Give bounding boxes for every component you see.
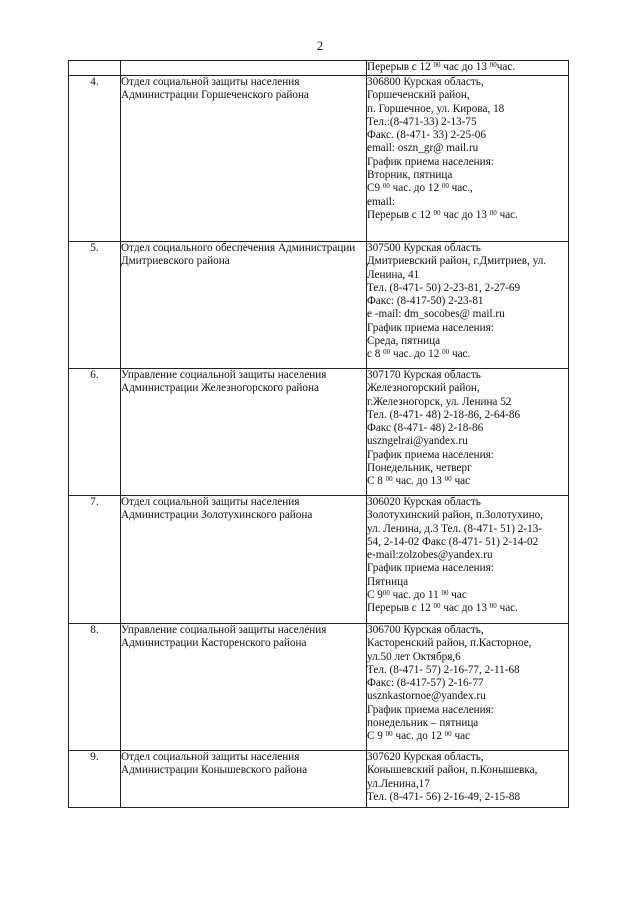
name-cell	[121, 61, 367, 76]
address-line: Вторник, пятница	[367, 169, 453, 182]
address-line: e -mail: dm_socobes@ mail.ru	[367, 308, 505, 321]
number-cell: 7.	[69, 496, 121, 624]
number-cell: 8.	[69, 624, 121, 751]
address-line: Факс. (8-471- 33) 2-25-06	[367, 129, 486, 142]
address-line: п. Горшечное, ул. Кирова, 18	[367, 102, 505, 115]
address-line: С9 $^{00}$ час. до 12 $^{00}$ час.,	[367, 182, 473, 195]
address-line: понедельник – пятница	[367, 717, 479, 730]
name-cell: Управление социальной защиты населения Администрации Железногорского района	[121, 369, 367, 496]
number-cell: 6.	[69, 369, 121, 496]
table-row	[69, 76, 569, 242]
table-row	[69, 624, 569, 751]
address-line: График приема населения:	[367, 155, 494, 168]
address-line: График приема населения:	[367, 562, 494, 575]
table-row-continuation	[69, 61, 569, 76]
table-row	[69, 496, 569, 624]
name-cell: Отдел социальной защиты населения Администрации Горшеченского района	[121, 76, 367, 242]
address-line: Дмитриевский район, г.Дмитриев, ул.	[367, 255, 547, 268]
address-line: Факс: (8-417-50) 2-23-81	[367, 295, 484, 308]
address-cell	[367, 61, 569, 76]
address-line: ул. Ленина, д.3 Тел. (8-471- 51) 2-13-	[367, 522, 542, 535]
address-line: 54, 2-14-02 Факс (8-471- 51) 2-14-02	[367, 535, 539, 548]
address-line: С 8 $^{00}$ час. до 13 $^{00}$ час	[367, 475, 471, 488]
address-line: Ленина, 41	[367, 268, 420, 281]
number-cell: 4.	[69, 76, 121, 242]
address-line: с 8 $^{00}$ час. до 12 $^{00}$ час.	[367, 348, 471, 361]
address-cell	[367, 369, 569, 496]
address-line: Горшеченский район,	[367, 89, 470, 102]
address-line: Тел. (8-471- 56) 2-16-49, 2-15-88	[367, 790, 521, 803]
address-line: С $9^{00}$ час. до 11 $^{00}$ час	[367, 589, 467, 602]
address-line: 306800 Курская область,	[367, 76, 484, 88]
address-line: Тел. (8-471- 48) 2-18-86, 2-64-86	[367, 408, 521, 421]
address-line: Железногорский район,	[367, 382, 480, 395]
address-line: г.Железногорск, ул. Ленина 52	[367, 395, 512, 408]
address-line: ул.Ленина,17	[367, 777, 430, 790]
address-cell	[367, 751, 569, 808]
address-line: Пятница	[367, 575, 409, 588]
address-line: График приема населения:	[367, 321, 494, 334]
address-cell	[367, 624, 569, 751]
address-line: Конышевский район, п.Конышевка,	[367, 764, 538, 777]
address-line: e-mail:zolzobes@yandex.ru	[367, 549, 493, 562]
name-cell: Отдел социальной защиты населения Администрации Конышевского района	[121, 751, 367, 808]
address-line: Среда, пятница	[367, 335, 441, 348]
number-cell: 9.	[69, 751, 121, 808]
address-line: Касторенский район, п.Касторное,	[367, 637, 532, 650]
address-line: Понедельник, четверг	[367, 462, 472, 475]
address-line: График приема населения:	[367, 448, 494, 461]
address-line: Золотухинский район, п.Золотухино,	[367, 509, 544, 522]
address-line: Факс: (8-417-57) 2-16-77	[367, 677, 484, 690]
address-line: Тел.:(8-471-33) 2-13-75	[367, 115, 477, 128]
address-line: 307620 Курская область,	[367, 751, 484, 763]
number-cell: 5.	[69, 242, 121, 369]
name-cell: Отдел социального обеспечения Администрации Дмитриевского района	[121, 242, 367, 369]
address-line: Перерыв с 12 $^{00}$ час до 13 $^{00}$ час.	[367, 208, 518, 221]
address-line: Перерыв с 12 $^{00}$ час до 13 $^{00}$час.	[367, 61, 516, 73]
address-line: ул.50 лет Октября,6	[367, 650, 461, 663]
name-cell: Управление социальной защиты населения Администрации Касторенского района	[121, 624, 367, 751]
address-line: Перерыв с 12 $^{00}$ час до 13 $^{00}$ час.	[367, 602, 518, 615]
table-row	[69, 751, 569, 808]
address-line: Факс (8-471- 48) 2-18-86	[367, 422, 484, 435]
address-line: Тел. (8-471- 57) 2-16-77, 2-11-68	[367, 663, 520, 676]
address-line: email: oszn_gr@ mail.ru	[367, 142, 479, 155]
number-cell	[69, 61, 121, 76]
address-cell	[367, 496, 569, 624]
address-line: usznkastornoe@yandex.ru	[367, 690, 486, 703]
address-cell	[367, 76, 569, 242]
offices-table	[68, 60, 569, 808]
table-row	[69, 242, 569, 369]
address-line: График приема населения:	[367, 703, 494, 716]
address-line: 307170 Курская область	[367, 369, 481, 381]
name-cell: Отдел социальной защиты населения Администрации Золотухинского района	[121, 496, 367, 624]
address-line: email:	[367, 195, 395, 208]
address-line: uszngelrai@yandex.ru	[367, 435, 468, 448]
address-line: 307500 Курская область	[367, 242, 481, 254]
address-line: Тел. (8-471- 50) 2-23-81, 2-27-69	[367, 281, 521, 294]
table-row	[69, 369, 569, 496]
address-line: С 9 $^{00}$ час. до 12 $^{00}$ час	[367, 730, 471, 743]
address-line: 306020 Курская область	[367, 496, 481, 508]
address-cell	[367, 242, 569, 369]
page-number: 2	[316, 39, 324, 53]
address-line: 306700 Курская область,	[367, 624, 484, 636]
